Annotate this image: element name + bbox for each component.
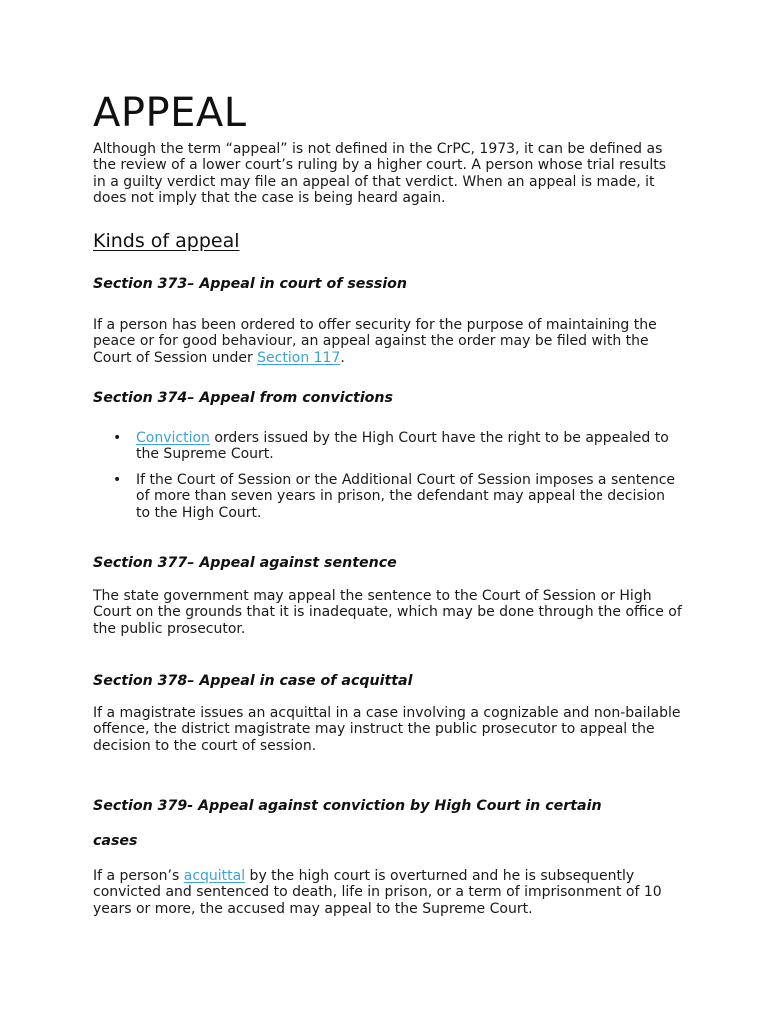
page-title: APPEAL xyxy=(93,90,247,136)
section-373-heading: Section 373– Appeal in court of session xyxy=(93,276,408,292)
section-377-paragraph: The state government may appeal the sentence to the Court of Session or High Court on the grounds that it is inadequate, which may be done through the office of the public prosecutor. xyxy=(93,588,682,637)
list-item xyxy=(93,430,683,463)
section-374-list xyxy=(93,430,683,530)
conviction-link[interactable]: Conviction xyxy=(136,430,210,446)
section-378-paragraph: If a magistrate issues an acquittal in a case involving a cognizable and non-bailable offence, the district magistrate may instruct the public prosecutor to appeal the decision to the court of session. xyxy=(93,705,681,754)
section-379-heading: Section 379- Appeal against conviction by High Court in certain xyxy=(93,798,602,814)
section-379-paragraph xyxy=(93,868,683,917)
bullet-icon: • xyxy=(113,430,122,446)
section-378-heading: Section 378– Appeal in case of acquittal xyxy=(93,673,413,689)
section-374-heading: Section 374– Appeal from convictions xyxy=(93,390,393,406)
list-item-text: orders issued by the High Court have the right to be appealed to the Supreme Court. xyxy=(136,430,669,463)
kinds-of-appeal-heading: Kinds of appeal xyxy=(93,230,240,252)
section-379-text: If a person’s xyxy=(93,868,184,884)
section-373-paragraph xyxy=(93,317,683,366)
section-117-link[interactable]: Section 117 xyxy=(257,349,341,366)
list-item-text: If the Court of Session or the Additional Court of Session imposes a sentence of more than seven years in prison, the defendant may appeal the decision to the High Court. xyxy=(136,471,676,521)
section-373-text-end: . xyxy=(340,349,345,366)
list-item xyxy=(93,472,683,521)
section-379-text-end: by the high court is overturned and he is subsequently convicted and sentenced to death, life in prison, or a term of imprisonment of 10 years or more, the accused may appeal to the Supreme Court. xyxy=(93,868,662,917)
section-373-text: If a person has been ordered to offer security for the purpose of maintaining the peace or for good behaviour, an appeal against the order may be filed with the Court of Session under xyxy=(93,317,657,366)
section-377-heading: Section 377– Appeal against sentence xyxy=(93,555,397,571)
intro-paragraph: Although the term “appeal” is not defined in the CrPC, 1973, it can be defined as the review of a lower court’s ruling by a higher court. A person whose trial results in a guilty verdict may file an appeal of that verdict. When an appeal is made, it does not imply that the case is being heard again. xyxy=(93,141,667,207)
section-379-heading-cont: cases xyxy=(93,833,138,849)
bullet-icon: • xyxy=(113,471,122,488)
acquittal-link[interactable]: acquittal xyxy=(183,868,246,884)
